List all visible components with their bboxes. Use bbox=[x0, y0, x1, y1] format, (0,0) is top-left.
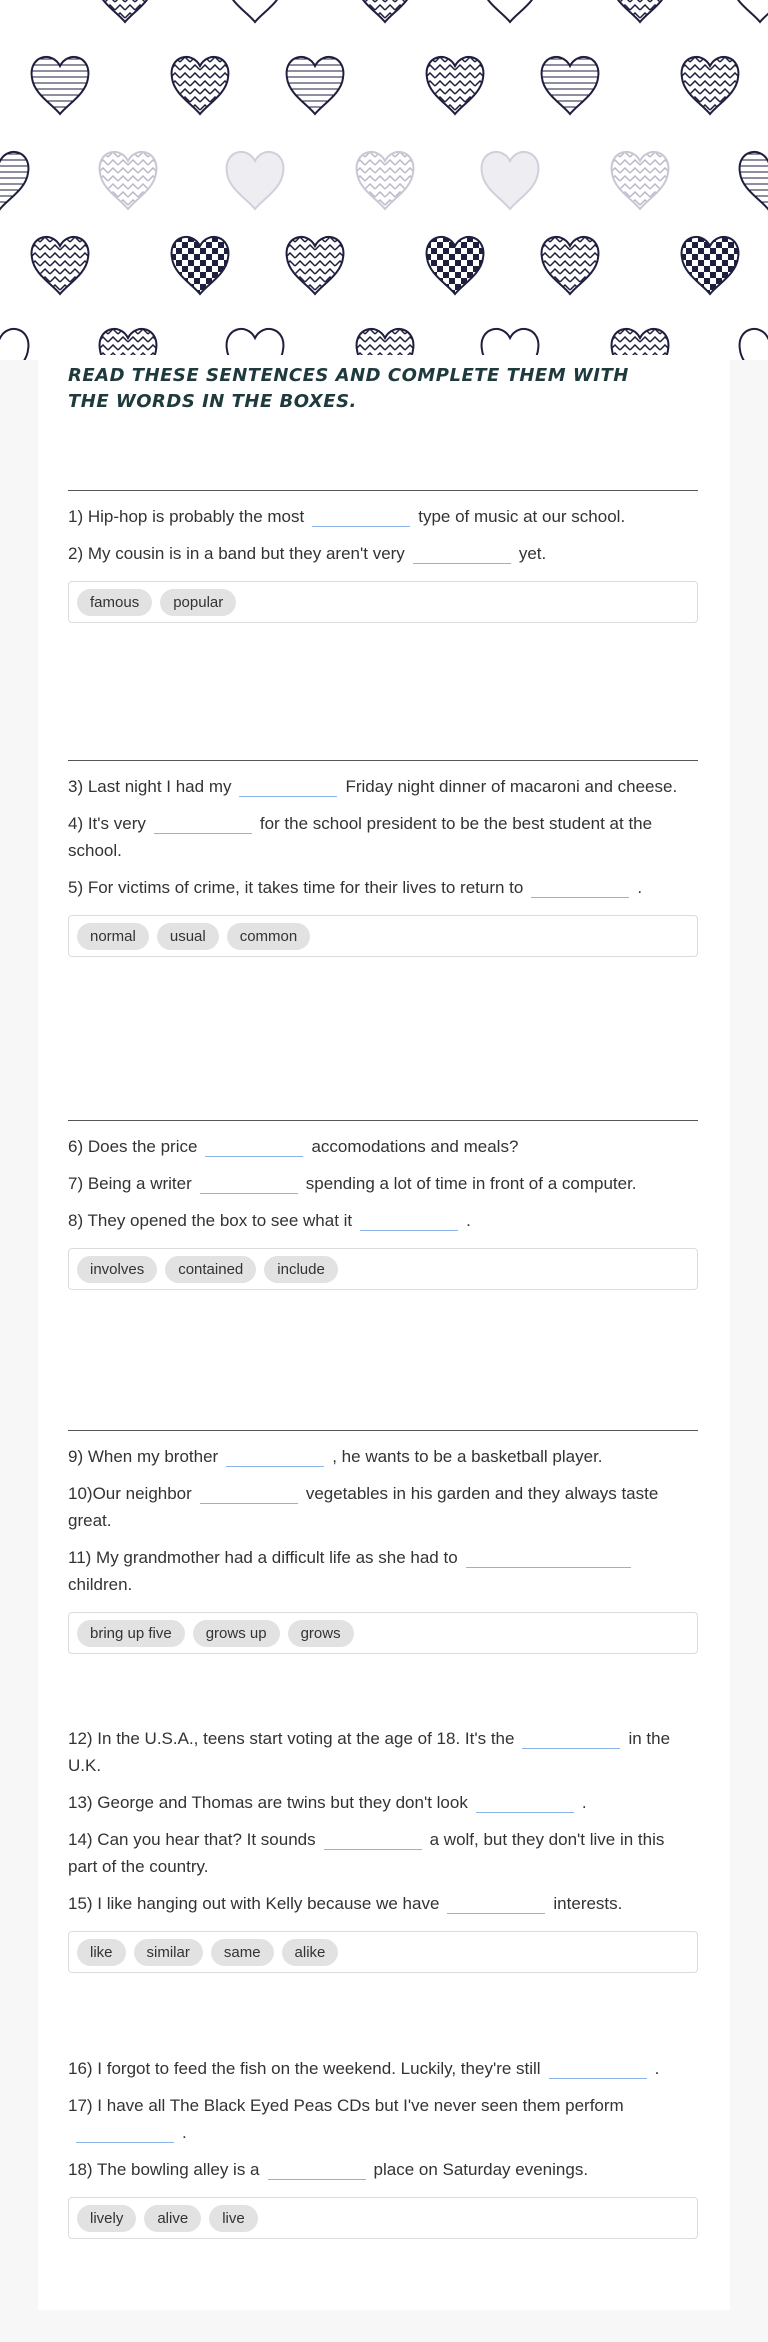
answer-blank[interactable] bbox=[154, 815, 252, 834]
word-chip[interactable]: bring up five bbox=[77, 1620, 185, 1647]
word-chip[interactable]: live bbox=[209, 2205, 258, 2232]
word-chip[interactable]: grows bbox=[288, 1620, 354, 1647]
answer-blank[interactable] bbox=[76, 2124, 174, 2143]
question-14: 14) Can you hear that? It sounds a wolf, but they don't live in this part of the country. bbox=[68, 1830, 665, 1876]
word-chip[interactable]: famous bbox=[77, 589, 152, 616]
word-chip[interactable]: alive bbox=[144, 2205, 201, 2232]
section-divider bbox=[68, 760, 698, 761]
question-18: 18) The bowling alley is a place on Saturday evenings. bbox=[68, 2160, 589, 2179]
answer-blank[interactable] bbox=[360, 1212, 458, 1231]
word-chip[interactable]: normal bbox=[77, 923, 149, 950]
exercise-section-5 bbox=[68, 1725, 698, 1973]
answer-blank[interactable] bbox=[549, 2060, 647, 2079]
hearts-pattern bbox=[0, 0, 768, 360]
exercise-section-4 bbox=[68, 1430, 698, 1654]
exercise-section-3 bbox=[68, 1120, 698, 1290]
word-chip[interactable]: usual bbox=[157, 923, 219, 950]
question-16: 16) I forgot to feed the fish on the weekend. Luckily, they're still . bbox=[68, 2059, 660, 2078]
exercise-section-2 bbox=[68, 760, 698, 957]
answer-blank[interactable] bbox=[447, 1895, 545, 1914]
worksheet-card bbox=[38, 355, 730, 2310]
question-11: 11) My grandmother had a difficult life as she had tochildren. bbox=[68, 1544, 698, 1598]
question-5: 5) For victims of crime, it takes time for their lives to return to . bbox=[68, 878, 643, 897]
section-divider bbox=[68, 1120, 698, 1121]
answer-blank[interactable] bbox=[226, 1448, 324, 1467]
answer-blank[interactable] bbox=[268, 2161, 366, 2180]
answer-blank[interactable] bbox=[200, 1485, 298, 1504]
answer-blank[interactable] bbox=[324, 1831, 422, 1850]
question-6: 6) Does the price accomodations and meals? bbox=[68, 1137, 519, 1156]
word-bank bbox=[68, 581, 698, 623]
word-chip[interactable]: contained bbox=[165, 1256, 256, 1283]
answer-blank[interactable] bbox=[466, 1549, 631, 1568]
header-banner bbox=[0, 0, 768, 360]
answer-blank[interactable] bbox=[205, 1138, 303, 1157]
word-chip[interactable]: alike bbox=[282, 1939, 339, 1966]
word-chip[interactable]: common bbox=[227, 923, 311, 950]
answer-blank[interactable] bbox=[239, 778, 337, 797]
answer-blank[interactable] bbox=[531, 879, 629, 898]
word-bank bbox=[68, 1248, 698, 1290]
word-bank bbox=[68, 1931, 698, 1973]
word-bank bbox=[68, 915, 698, 957]
word-chip[interactable]: involves bbox=[77, 1256, 157, 1283]
worksheet-title: READ THESE SENTENCES AND COMPLETE THEM WITH THE WORDS IN THE BOXES. bbox=[68, 365, 629, 412]
answer-blank[interactable] bbox=[413, 545, 511, 564]
question-9: 9) When my brother , he wants to be a basketball player. bbox=[68, 1447, 603, 1466]
word-chip[interactable]: include bbox=[264, 1256, 338, 1283]
exercise-section-1 bbox=[68, 490, 698, 623]
question-13: 13) George and Thomas are twins but they don't look . bbox=[68, 1793, 587, 1812]
answer-blank[interactable] bbox=[312, 508, 410, 527]
question-12: 12) In the U.S.A., teens start voting at the age of 18. It's the in the U.K. bbox=[68, 1729, 671, 1775]
word-chip[interactable]: lively bbox=[77, 2205, 136, 2232]
question-8: 8) They opened the box to see what it . bbox=[68, 1211, 471, 1230]
answer-blank[interactable] bbox=[200, 1175, 298, 1194]
word-chip[interactable]: similar bbox=[134, 1939, 203, 1966]
section-divider bbox=[68, 490, 698, 491]
word-bank bbox=[68, 1612, 698, 1654]
question-3: 3) Last night I had my Friday night dinner of macaroni and cheese. bbox=[68, 777, 678, 796]
question-4: 4) It's very for the school president to be the best student at the school. bbox=[68, 814, 653, 860]
word-chip[interactable]: popular bbox=[160, 589, 236, 616]
question-15: 15) I like hanging out with Kelly because we have interests. bbox=[68, 1894, 623, 1913]
question-7: 7) Being a writer spending a lot of time in front of a computer. bbox=[68, 1174, 637, 1193]
word-bank bbox=[68, 2197, 698, 2239]
word-chip[interactable]: like bbox=[77, 1939, 126, 1966]
word-chip[interactable]: grows up bbox=[193, 1620, 280, 1647]
word-chip[interactable]: same bbox=[211, 1939, 274, 1966]
section-divider bbox=[68, 1430, 698, 1431]
answer-blank[interactable] bbox=[522, 1730, 620, 1749]
question-2: 2) My cousin is in a band but they aren't very yet. bbox=[68, 544, 547, 563]
question-1: 1) Hip-hop is probably the most type of music at our school. bbox=[68, 507, 626, 526]
exercise-section-6 bbox=[68, 2055, 698, 2239]
question-10: 10)Our neighbor vegetables in his garden and they always taste great. bbox=[68, 1484, 659, 1530]
answer-blank[interactable] bbox=[476, 1794, 574, 1813]
question-17: 17) I have all The Black Eyed Peas CDs but I've never seen them perform. bbox=[68, 2096, 624, 2142]
